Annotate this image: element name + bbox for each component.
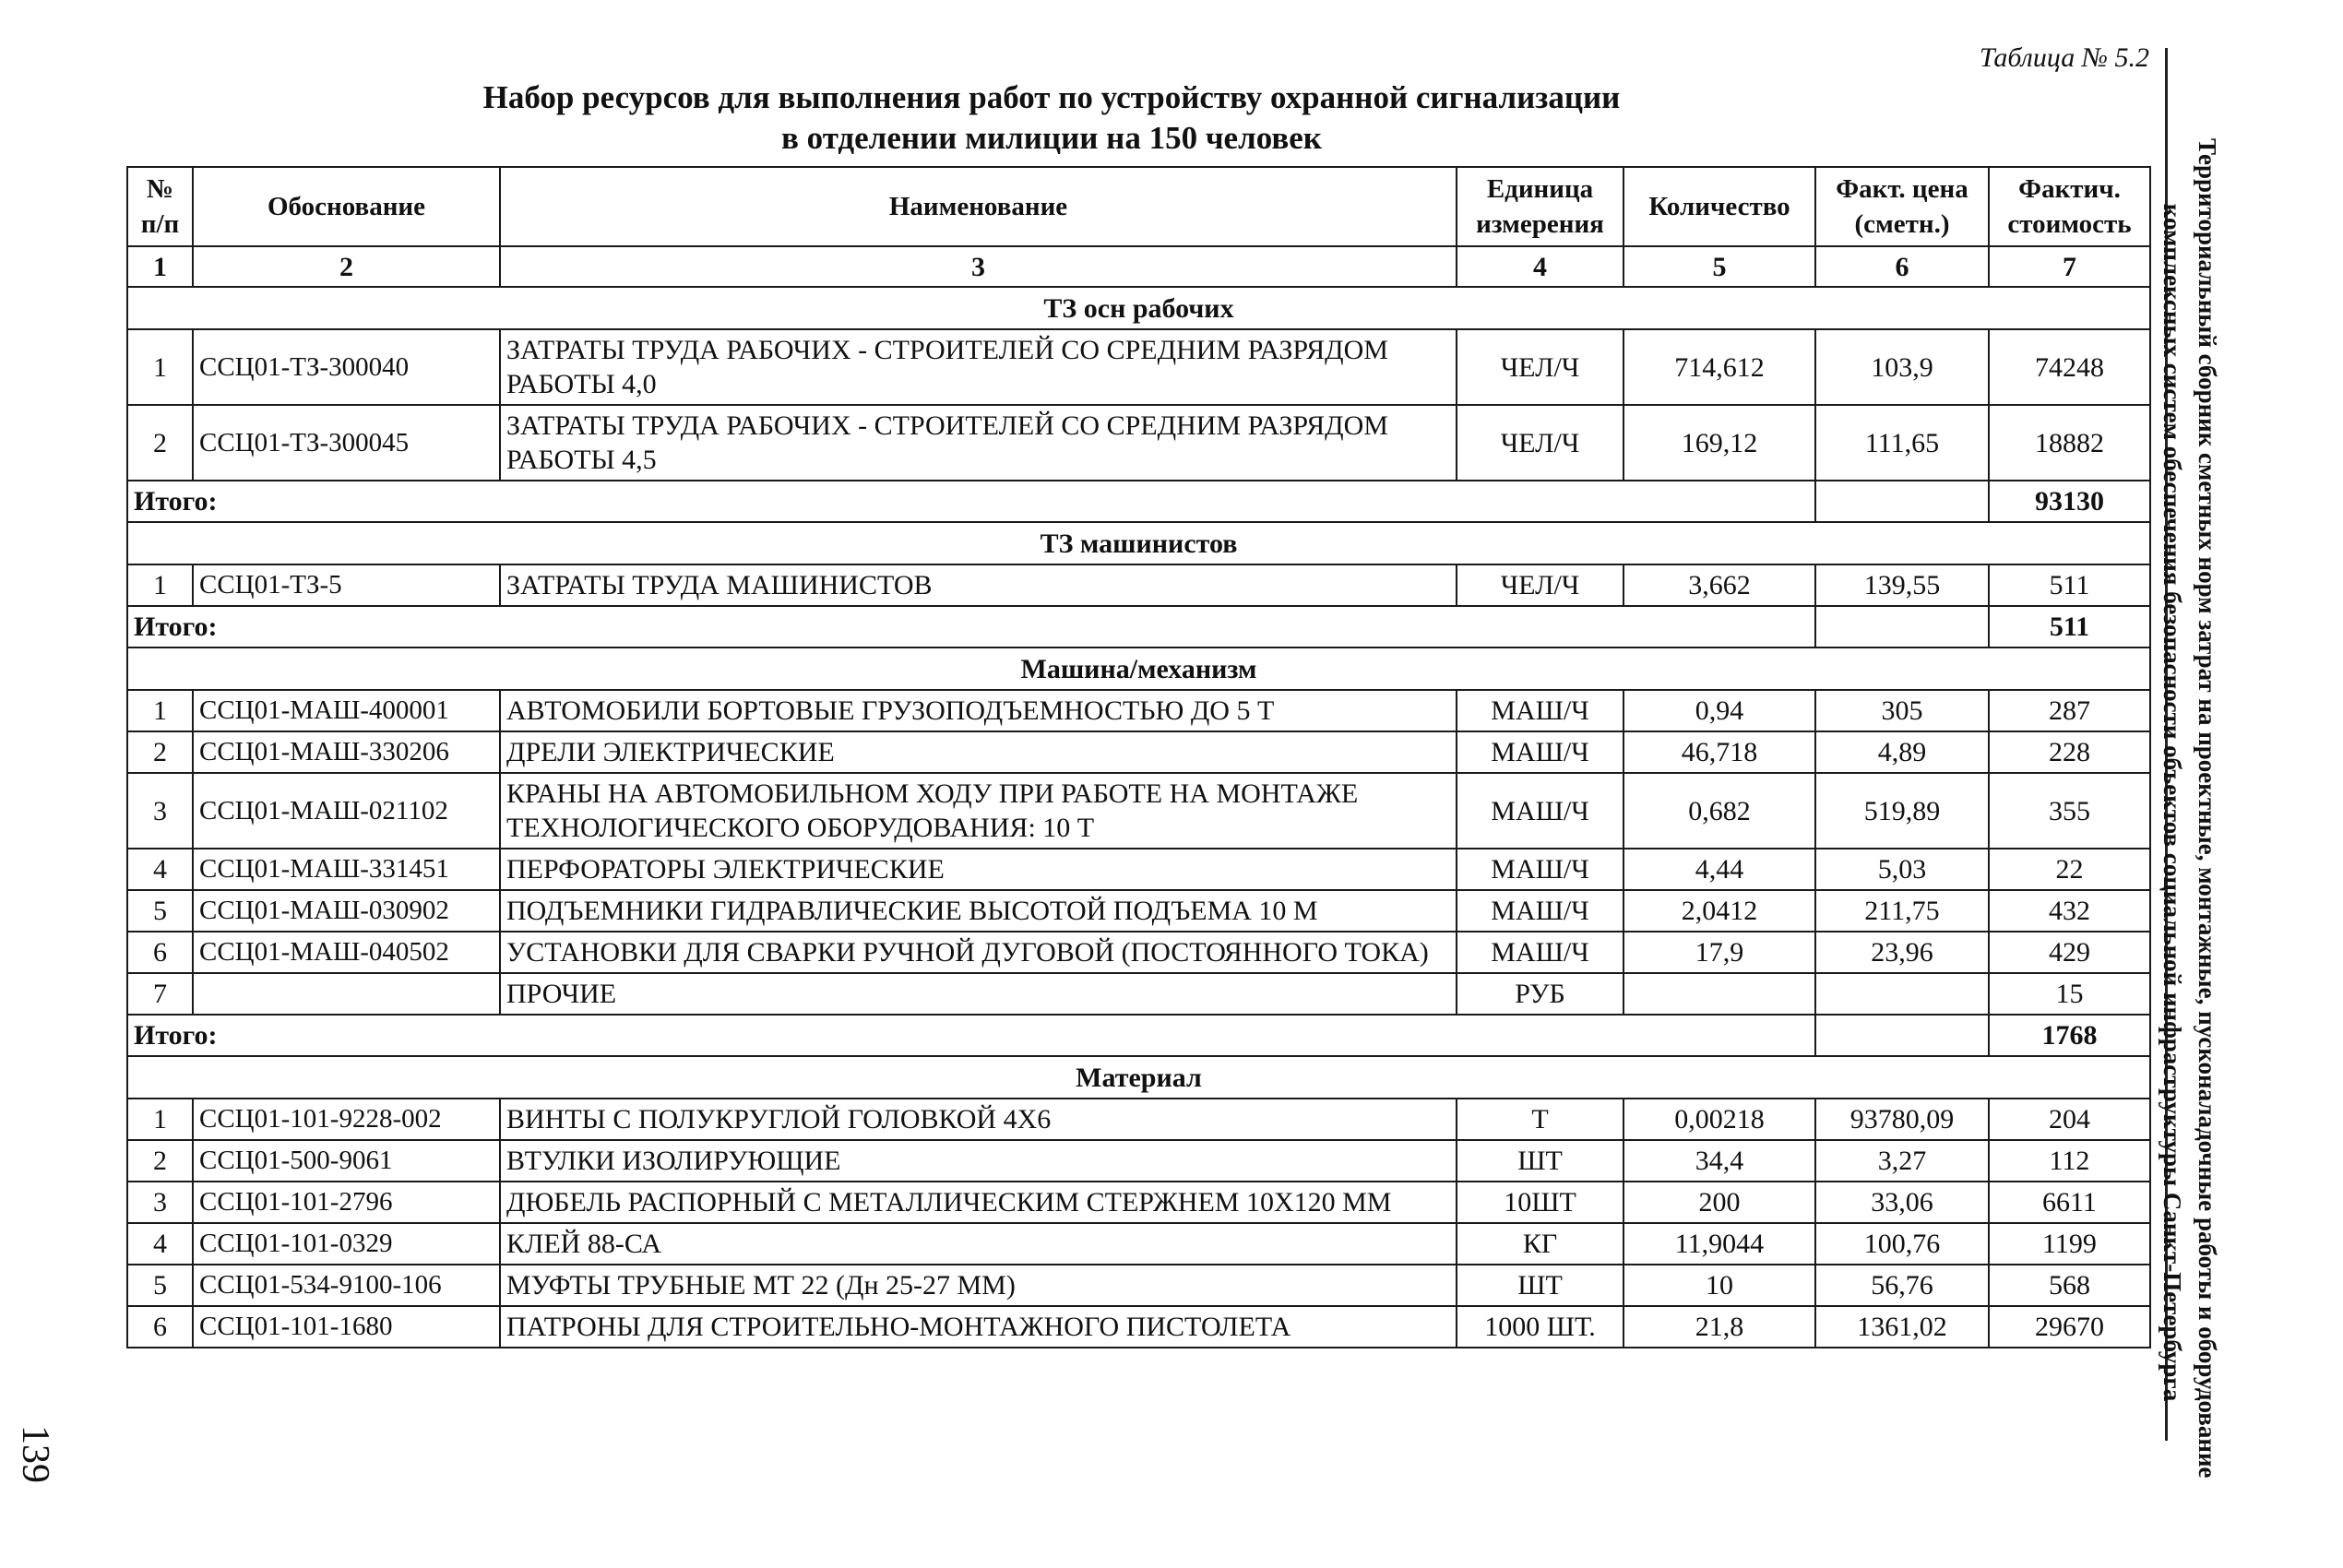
row-number: 2 [127, 731, 193, 773]
header-price: Факт. цена (сметн.) [1815, 167, 1989, 246]
table-number-label: Таблица № 5.2 [1979, 42, 2149, 73]
row-basis-code: ССЦ01-ТЗ-300045 [193, 405, 500, 481]
row-basis-code: ССЦ01-МАШ-030902 [193, 890, 500, 932]
row-name: АВТОМОБИЛИ БОРТОВЫЕ ГРУЗОПОДЪЕМНОСТЬЮ ДО 5 Т [500, 690, 1457, 731]
row-basis-code: ССЦ01-МАШ-040502 [193, 932, 500, 973]
row-number: 4 [127, 1223, 193, 1265]
row-name: ПАТРОНЫ ДЛЯ СТРОИТЕЛЬНО-МОНТАЖНОГО ПИСТОЛЕТА [500, 1306, 1457, 1348]
row-number: 6 [127, 932, 193, 973]
total-value: 511 [1989, 606, 2150, 647]
total-empty-cell [1815, 481, 1989, 522]
row-cost: 228 [1989, 731, 2150, 773]
row-number: 2 [127, 405, 193, 481]
row-cost: 1199 [1989, 1223, 2150, 1265]
row-quantity [1623, 973, 1815, 1015]
row-cost: 15 [1989, 973, 2150, 1015]
row-unit: МАШ/Ч [1457, 773, 1623, 849]
section-header-row [127, 522, 2150, 564]
row-unit: МАШ/Ч [1457, 932, 1623, 973]
row-number: 1 [127, 564, 193, 606]
column-number: 1 [127, 246, 193, 287]
row-unit: ЧЕЛ/Ч [1457, 329, 1623, 405]
row-quantity: 46,718 [1623, 731, 1815, 773]
table-row [127, 973, 2150, 1015]
section-header-row [127, 647, 2150, 690]
row-price: 4,89 [1815, 731, 1989, 773]
row-quantity: 34,4 [1623, 1140, 1815, 1182]
header-unit: Единица измерения [1457, 167, 1623, 246]
row-quantity: 2,0412 [1623, 890, 1815, 932]
row-basis-code: ССЦ01-ТЗ-5 [193, 564, 500, 606]
total-value: 1768 [1989, 1015, 2150, 1056]
row-name: ВТУЛКИ ИЗОЛИРУЮЩИЕ [500, 1140, 1457, 1182]
row-name: ДРЕЛИ ЭЛЕКТРИЧЕСКИЕ [500, 731, 1457, 773]
row-name: ВИНТЫ С ПОЛУКРУГЛОЙ ГОЛОВКОЙ 4Х6 [500, 1099, 1457, 1140]
row-name: КЛЕЙ 88-СА [500, 1223, 1457, 1265]
header-basis: Обоснование [193, 167, 500, 246]
row-unit: ЧЕЛ/Ч [1457, 564, 1623, 606]
table-row [127, 773, 2150, 849]
row-price: 139,55 [1815, 564, 1989, 606]
row-unit: ЧЕЛ/Ч [1457, 405, 1623, 481]
column-number-row [127, 246, 2150, 287]
row-cost: 29670 [1989, 1306, 2150, 1348]
row-unit: Т [1457, 1099, 1623, 1140]
table-row [127, 1140, 2150, 1182]
total-row [127, 1015, 2150, 1056]
side-caption-line-2: комплексных систем обеспечения безопасности объектов социальной инфраструктуры Санкт-Петербурга [2159, 203, 2186, 1402]
document-title [415, 77, 1688, 159]
row-number: 1 [127, 329, 193, 405]
row-quantity: 21,8 [1623, 1306, 1815, 1348]
row-cost: 429 [1989, 932, 2150, 973]
row-quantity: 200 [1623, 1182, 1815, 1223]
row-cost: 74248 [1989, 329, 2150, 405]
row-price: 33,06 [1815, 1182, 1989, 1223]
row-price: 305 [1815, 690, 1989, 731]
column-number: 7 [1989, 246, 2150, 287]
total-empty-cell [1815, 1015, 1989, 1056]
row-number: 2 [127, 1140, 193, 1182]
document-title-line-2: в отделении милиции на 150 человек [781, 120, 1322, 156]
side-caption-line-1: Территориальный сборник сметных норм затрат на проектные, монтажные, пусконаладочные работы и оборудование [2194, 138, 2221, 1479]
row-name: ПЕРФОРАТОРЫ ЭЛЕКТРИЧЕСКИЕ [500, 849, 1457, 890]
table-row [127, 1182, 2150, 1223]
header-name: Наименование [500, 167, 1457, 246]
row-price: 103,9 [1815, 329, 1989, 405]
row-number: 1 [127, 690, 193, 731]
row-quantity: 11,9044 [1623, 1223, 1815, 1265]
total-label: Итого: [127, 481, 1815, 522]
total-row [127, 606, 2150, 647]
row-name: КРАНЫ НА АВТОМОБИЛЬНОМ ХОДУ ПРИ РАБОТЕ НА МОНТАЖЕ ТЕХНОЛОГИЧЕСКОГО ОБОРУДОВАНИЯ: 10 Т [500, 773, 1457, 849]
row-number: 3 [127, 1182, 193, 1223]
row-quantity: 169,12 [1623, 405, 1815, 481]
section-header-row [127, 287, 2150, 329]
section-title: ТЗ осн рабочих [127, 287, 2150, 329]
row-name: ПРОЧИЕ [500, 973, 1457, 1015]
table-row [127, 890, 2150, 932]
row-cost: 287 [1989, 690, 2150, 731]
row-cost: 511 [1989, 564, 2150, 606]
row-quantity: 0,682 [1623, 773, 1815, 849]
row-unit: 1000 ШТ. [1457, 1306, 1623, 1348]
section-header-row [127, 1056, 2150, 1099]
row-price: 23,96 [1815, 932, 1989, 973]
table-row [127, 1265, 2150, 1306]
row-price: 519,89 [1815, 773, 1989, 849]
row-unit: МАШ/Ч [1457, 849, 1623, 890]
section-title: ТЗ машинистов [127, 522, 2150, 564]
row-cost: 6611 [1989, 1182, 2150, 1223]
row-cost: 568 [1989, 1265, 2150, 1306]
row-quantity: 10 [1623, 1265, 1815, 1306]
row-basis-code: ССЦ01-101-1680 [193, 1306, 500, 1348]
row-cost: 432 [1989, 890, 2150, 932]
row-price: 5,03 [1815, 849, 1989, 890]
page-number: 139 [14, 1425, 56, 1483]
row-name: МУФТЫ ТРУБНЫЕ МТ 22 (Дн 25-27 ММ) [500, 1265, 1457, 1306]
side-caption [2155, 138, 2225, 1479]
row-basis-code: ССЦ01-МАШ-331451 [193, 849, 500, 890]
total-empty-cell [1815, 606, 1989, 647]
document-title-line-1: Набор ресурсов для выполнения работ по устройству охранной сигнализации [482, 79, 1621, 115]
column-number: 3 [500, 246, 1457, 287]
header-qty: Количество [1623, 167, 1815, 246]
row-name: ЗАТРАТЫ ТРУДА МАШИНИСТОВ [500, 564, 1457, 606]
row-name: ПОДЪЕМНИКИ ГИДРАВЛИЧЕСКИЕ ВЫСОТОЙ ПОДЪЕМА 10 М [500, 890, 1457, 932]
row-cost: 22 [1989, 849, 2150, 890]
row-unit: ШТ [1457, 1140, 1623, 1182]
row-quantity: 4,44 [1623, 849, 1815, 890]
column-number: 6 [1815, 246, 1989, 287]
total-label: Итого: [127, 606, 1815, 647]
row-basis-code: ССЦ01-534-9100-106 [193, 1265, 500, 1306]
row-basis-code: ССЦ01-ТЗ-300040 [193, 329, 500, 405]
row-cost: 355 [1989, 773, 2150, 849]
row-price: 3,27 [1815, 1140, 1989, 1182]
row-number: 5 [127, 1265, 193, 1306]
row-name: ЗАТРАТЫ ТРУДА РАБОЧИХ - СТРОИТЕЛЕЙ СО СРЕДНИМ РАЗРЯДОМ РАБОТЫ 4,5 [500, 405, 1457, 481]
table-row [127, 1223, 2150, 1265]
row-price: 1361,02 [1815, 1306, 1989, 1348]
row-number: 1 [127, 1099, 193, 1140]
table-row [127, 690, 2150, 731]
table-row [127, 731, 2150, 773]
row-price: 100,76 [1815, 1223, 1989, 1265]
header-row [127, 167, 2150, 246]
row-number: 3 [127, 773, 193, 849]
resources-table [126, 166, 2151, 1348]
total-row [127, 481, 2150, 522]
row-quantity: 714,612 [1623, 329, 1815, 405]
row-number: 5 [127, 890, 193, 932]
row-cost: 204 [1989, 1099, 2150, 1140]
row-number: 4 [127, 849, 193, 890]
row-price: 211,75 [1815, 890, 1989, 932]
row-quantity: 0,00218 [1623, 1099, 1815, 1140]
row-price [1815, 973, 1989, 1015]
row-unit: КГ [1457, 1223, 1623, 1265]
row-unit: МАШ/Ч [1457, 890, 1623, 932]
row-cost: 112 [1989, 1140, 2150, 1182]
column-number: 4 [1457, 246, 1623, 287]
table-row [127, 1306, 2150, 1348]
row-unit: ШТ [1457, 1265, 1623, 1306]
table-row [127, 329, 2150, 405]
row-quantity: 17,9 [1623, 932, 1815, 973]
section-title: Машина/механизм [127, 647, 2150, 690]
row-basis-code: ССЦ01-МАШ-021102 [193, 773, 500, 849]
section-title: Материал [127, 1056, 2150, 1099]
total-label: Итого: [127, 1015, 1815, 1056]
row-basis-code: ССЦ01-МАШ-330206 [193, 731, 500, 773]
row-number: 6 [127, 1306, 193, 1348]
row-basis-code [193, 973, 500, 1015]
row-unit: 10ШТ [1457, 1182, 1623, 1223]
row-unit: МАШ/Ч [1457, 690, 1623, 731]
row-unit: МАШ/Ч [1457, 731, 1623, 773]
row-quantity: 0,94 [1623, 690, 1815, 731]
row-unit: РУБ [1457, 973, 1623, 1015]
row-number: 7 [127, 973, 193, 1015]
header-num: № п/п [127, 167, 193, 246]
table-row [127, 405, 2150, 481]
row-quantity: 3,662 [1623, 564, 1815, 606]
table-row [127, 932, 2150, 973]
row-name: ДЮБЕЛЬ РАСПОРНЫЙ С МЕТАЛЛИЧЕСКИМ СТЕРЖНЕМ 10Х120 ММ [500, 1182, 1457, 1223]
row-price: 93780,09 [1815, 1099, 1989, 1140]
row-name: УСТАНОВКИ ДЛЯ СВАРКИ РУЧНОЙ ДУГОВОЙ (ПОСТОЯННОГО ТОКА) [500, 932, 1457, 973]
row-price: 111,65 [1815, 405, 1989, 481]
row-basis-code: ССЦ01-МАШ-400001 [193, 690, 500, 731]
header-cost: Фактич. стоимость [1989, 167, 2150, 246]
total-value: 93130 [1989, 481, 2150, 522]
row-basis-code: ССЦ01-101-9228-002 [193, 1099, 500, 1140]
row-basis-code: ССЦ01-101-0329 [193, 1223, 500, 1265]
table-row [127, 564, 2150, 606]
row-basis-code: ССЦ01-500-9061 [193, 1140, 500, 1182]
column-number: 2 [193, 246, 500, 287]
column-number: 5 [1623, 246, 1815, 287]
row-price: 56,76 [1815, 1265, 1989, 1306]
table-row [127, 849, 2150, 890]
row-cost: 18882 [1989, 405, 2150, 481]
row-name: ЗАТРАТЫ ТРУДА РАБОЧИХ - СТРОИТЕЛЕЙ СО СРЕДНИМ РАЗРЯДОМ РАБОТЫ 4,0 [500, 329, 1457, 405]
row-basis-code: ССЦ01-101-2796 [193, 1182, 500, 1223]
table-row [127, 1099, 2150, 1140]
